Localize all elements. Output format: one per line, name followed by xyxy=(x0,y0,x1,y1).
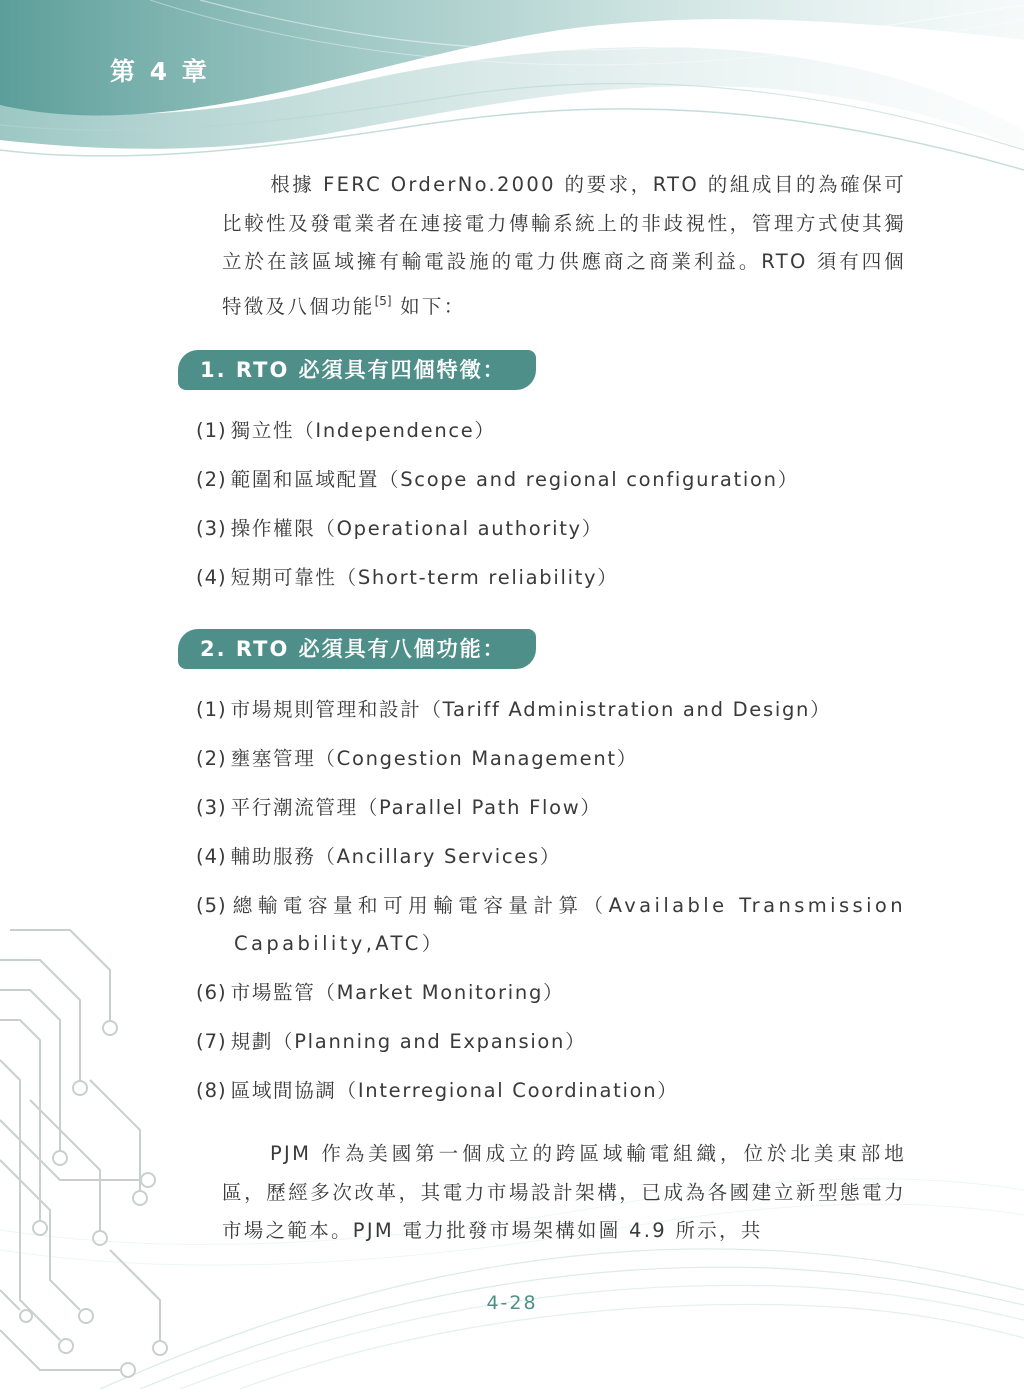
list-item xyxy=(196,510,906,548)
item-text: 短期可靠性（Short-term reliability） xyxy=(230,566,619,589)
functions-list xyxy=(196,691,906,1121)
item-text: 規劃（Planning and Expansion） xyxy=(230,1030,587,1053)
list-item xyxy=(196,461,906,499)
item-number: (4) xyxy=(196,845,227,868)
item-text: 範圍和區域配置（Scope and regional configuration） xyxy=(230,468,799,491)
item-text: 區域間協調（Interregional Coordination） xyxy=(230,1079,679,1102)
list-item xyxy=(196,789,906,827)
intro-tail: 如下： xyxy=(391,294,466,318)
item-text: 操作權限（Operational authority） xyxy=(230,517,603,540)
list-item xyxy=(196,887,906,963)
list-item xyxy=(196,1023,906,1061)
closing-text: PJM 作為美國第一個成立的跨區域輸電組織，位於北美東部地區，歷經多次改革，其電力市場設計架構，已成為各國建立新型態電力市場之範本。PJM 電力批發市場架構如圖 4.9 所示，共 xyxy=(222,1142,906,1242)
item-text: 市場監管（Market Monitoring） xyxy=(230,981,565,1004)
citation-ref[interactable]: [5] xyxy=(374,293,392,308)
page-number: 4-28 xyxy=(486,1292,538,1314)
item-text: 平行潮流管理（Parallel Path Flow） xyxy=(230,796,602,819)
features-list xyxy=(196,412,906,608)
list-item xyxy=(196,1072,906,1110)
list-item xyxy=(196,412,906,450)
intro-paragraph xyxy=(222,166,906,326)
item-text: 市場規則管理和設計（Tariff Administration and Design） xyxy=(230,698,832,721)
item-number: (5) xyxy=(196,894,227,917)
item-number: (2) xyxy=(196,747,227,770)
list-item xyxy=(196,838,906,876)
section-heading-features: 1. RTO 必須具有四個特徵： xyxy=(178,350,536,390)
item-text: 總輸電容量和可用輸電容量計算（Available Transmission Capability,ATC） xyxy=(230,894,906,955)
item-text: 輔助服務（Ancillary Services） xyxy=(230,845,562,868)
item-number: (1) xyxy=(196,419,227,442)
item-text: 獨立性（Independence） xyxy=(230,419,496,442)
item-number: (3) xyxy=(196,796,227,819)
item-number: (6) xyxy=(196,981,227,1004)
item-number: (4) xyxy=(196,566,227,589)
chapter-label: 第 4 章 xyxy=(110,57,210,86)
item-number: (1) xyxy=(196,698,227,721)
list-item xyxy=(196,691,906,729)
item-number: (8) xyxy=(196,1079,227,1102)
item-number: (2) xyxy=(196,468,227,491)
item-number: (7) xyxy=(196,1030,227,1053)
section-heading-functions: 2. RTO 必須具有八個功能： xyxy=(178,629,536,669)
item-text: 壅塞管理（Congestion Management） xyxy=(230,747,638,770)
closing-paragraph xyxy=(222,1135,906,1251)
list-item xyxy=(196,559,906,597)
item-number: (3) xyxy=(196,517,227,540)
list-item xyxy=(196,974,906,1012)
list-item xyxy=(196,740,906,778)
intro-text: 根據 FERC OrderNo.2000 的要求，RTO 的組成目的為確保可比較性及發電業者在連接電力傳輸系統上的非歧視性，管理方式使其獨立於在該區域擁有輸電設施的電力供應商之商業利益。RTO 須有四個特徵及八個功能 xyxy=(222,173,906,318)
